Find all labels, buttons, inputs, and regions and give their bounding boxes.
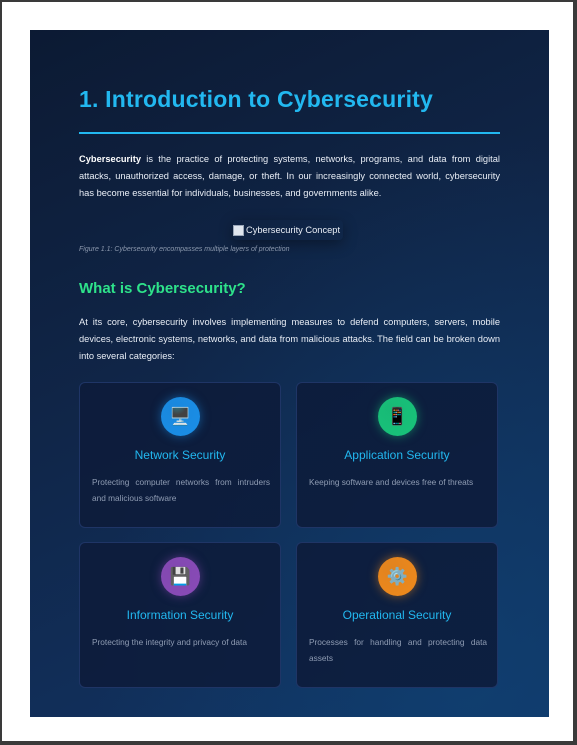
- gear-icon: ⚙️: [378, 557, 417, 596]
- card-title: Application Security: [344, 448, 450, 462]
- intro-paragraph: [79, 151, 500, 203]
- broken-image-icon: [233, 225, 244, 236]
- floppy-disk-icon: 💾: [161, 557, 200, 596]
- title-divider: [79, 132, 500, 134]
- card-description: Protecting the integrity and privacy of data: [92, 637, 247, 647]
- figure-alt-text: Cybersecurity Concept: [246, 225, 341, 235]
- card-description: Processes for handling and protecting data assets: [309, 637, 487, 663]
- page-title: 1. Introduction to Cybersecurity: [79, 86, 434, 112]
- section-heading: What is Cybersecurity?: [79, 280, 246, 297]
- category-card-network-security: [79, 382, 281, 528]
- intro-text: is the practice of protecting systems, networks, programs, and data from digital attacks, unauthorized access, damage, or theft. In our increasingly connected world, cybersecurity has become essential for individuals, businesses, and governments alike.: [79, 154, 500, 199]
- desktop-computer-icon: 🖥️: [161, 397, 200, 436]
- category-card-information-security: [79, 542, 281, 688]
- card-title: Network Security: [134, 448, 226, 462]
- card-title: Operational Security: [342, 608, 452, 622]
- figure-caption: Figure 1.1: Cybersecurity encompasses multiple layers of protection: [79, 246, 290, 253]
- paper-sheet: [2, 2, 573, 741]
- card-description: Protecting computer networks from intruders and malicious software: [92, 477, 270, 503]
- card-description: Keeping software and devices free of threats: [309, 477, 474, 487]
- document-page: [30, 30, 549, 717]
- card-title: Information Security: [126, 608, 234, 622]
- category-card-application-security: [296, 382, 498, 528]
- section-paragraph: At its core, cybersecurity involves implementing measures to defend computers, servers, mobile devices, electronic systems, networks, and data from malicious attacks. The field can be broken down into several categories:: [79, 317, 500, 362]
- mobile-phone-icon: 📱: [378, 397, 417, 436]
- category-card-operational-security: [296, 542, 498, 688]
- intro-term: Cybersecurity: [79, 154, 142, 164]
- figure-image-placeholder: [233, 220, 343, 240]
